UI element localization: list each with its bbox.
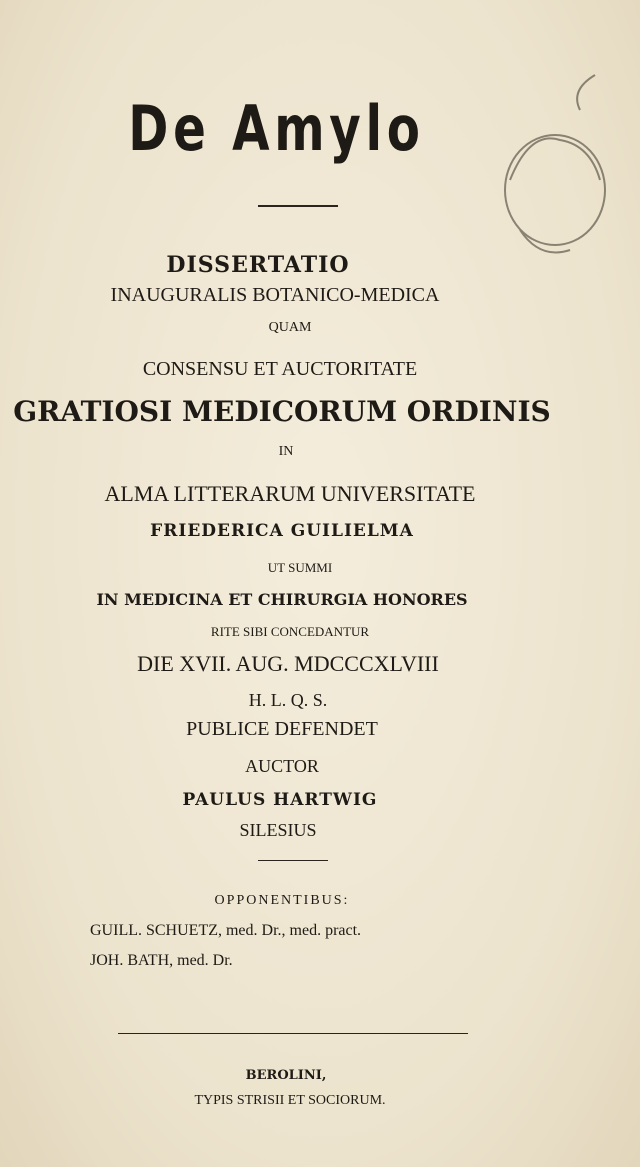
in-medicina: IN MEDICINA ET CHIRURGIA HONORES xyxy=(96,590,468,609)
title-rule xyxy=(258,205,338,207)
friederica: FRIEDERICA GUILIELMA xyxy=(150,521,414,541)
quam: QUAM xyxy=(268,320,312,335)
rite: RITE SIBI CONCEDANTUR xyxy=(210,624,370,639)
hlqs: H. L. Q. S. xyxy=(248,690,328,710)
dissertatio: DISSERTATIO xyxy=(166,252,350,278)
short-rule xyxy=(258,860,328,861)
place: BEROLINI, xyxy=(245,1068,327,1083)
opponent-2: JOH. BATH, med. Dr. xyxy=(90,952,233,969)
author-name: PAULUS HARTWIG xyxy=(182,790,378,810)
in: IN xyxy=(278,444,294,459)
silesius: SILESIUS xyxy=(239,820,317,840)
publice: PUBLICE DEFENDET xyxy=(186,718,378,740)
date: DIE XVII. AUG. MDCCCXLVIII xyxy=(137,651,439,676)
opponent-1: GUILL. SCHUETZ, med. Dr., med. pract. xyxy=(90,922,362,939)
inauguralis: INAUGURALIS BOTANICO-MEDICA xyxy=(110,284,440,306)
long-rule xyxy=(118,1033,468,1034)
ut-summi: UT SUMMI xyxy=(267,560,333,575)
alma: ALMA LITTERARUM UNIVERSITATE xyxy=(104,481,476,506)
opponents-label: OPPONENTIBUS: xyxy=(214,893,350,908)
title: De Amylo xyxy=(128,92,425,165)
gratiosi: GRATIOSI MEDICORUM ORDINIS xyxy=(13,395,551,428)
auctor: AUCTOR xyxy=(245,756,319,776)
consensu: CONSENSU ET AUCTORITATE xyxy=(142,358,418,380)
printer: TYPIS STRISII ET SOCIORUM. xyxy=(194,1093,386,1108)
